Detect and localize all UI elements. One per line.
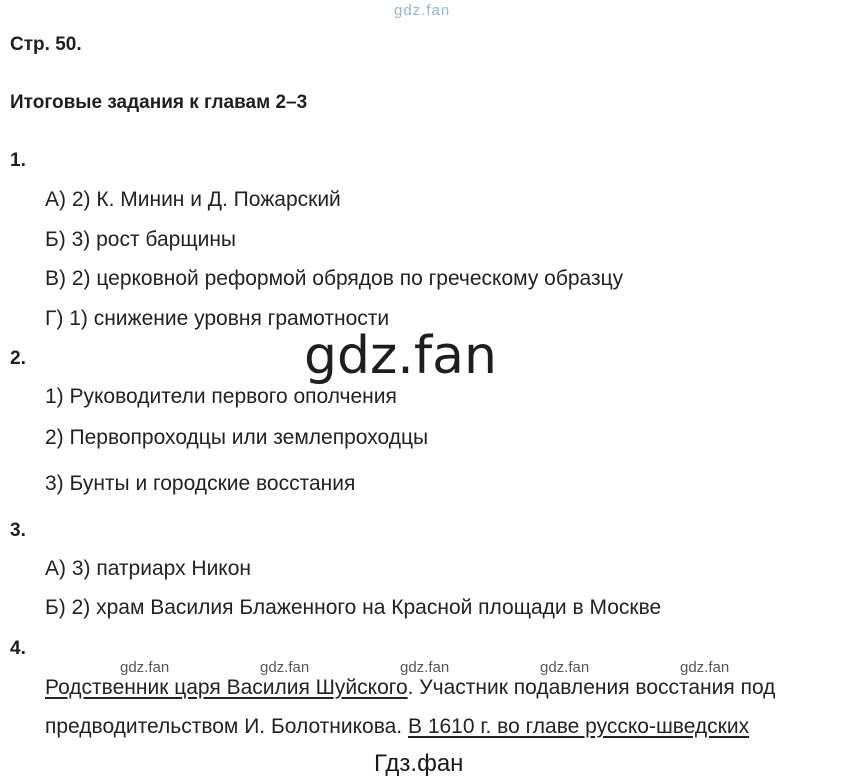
watermark-row-1: gdz.fan [120, 659, 170, 676]
task-4-label: 4. [10, 638, 26, 659]
task-1-label: 1. [10, 150, 26, 171]
task-2-label: 2. [10, 348, 26, 369]
task-4-text-2: предводительством И. Болотникова. [45, 715, 408, 738]
watermark-bottom: Гдз.фан [374, 750, 464, 777]
watermark-row-3: gdz.fan [400, 659, 450, 676]
watermark-row-2: gdz.fan [260, 659, 310, 676]
watermark-center: gdz.fan [304, 326, 497, 386]
task-1-answer-a: А) 2) К. Минин и Д. Пожарский [45, 188, 341, 211]
task-3-answer-a: А) 3) патриарх Никон [45, 557, 252, 580]
task-2-answer-1: 1) Руководители первого ополчения [45, 385, 397, 408]
task-3-label: 3. [10, 520, 26, 541]
watermark-top: gdz.fan [394, 2, 451, 19]
task-2-answer-2: 2) Первопроходцы или землепроходцы [45, 426, 429, 449]
watermark-row-4: gdz.fan [540, 659, 590, 676]
task-1-answer-v: В) 2) церковной реформой обрядов по греческому образцу [45, 267, 624, 290]
section-title: Итоговые задания к главам 2–3 [10, 92, 308, 113]
watermark-row-5: gdz.fan [680, 659, 730, 676]
task-1-answer-g: Г) 1) снижение уровня грамотности [45, 307, 390, 330]
task-4-underlined-phrase-2: В 1610 г. во главе русско-шведских [407, 715, 750, 738]
page-number: Стр. 50. [10, 34, 82, 55]
task-1-answer-b: Б) 3) рост барщины [45, 228, 237, 251]
task-4-paragraph-line-1 [45, 676, 775, 700]
task-3-answer-b: Б) 2) храм Василия Блаженного на Красной площади в Москве [45, 596, 662, 619]
task-4-paragraph-line-2 [45, 715, 749, 739]
task-4-text-1: . Участник подавления восстания под [407, 676, 776, 699]
task-4-underlined-phrase-1: Родственник царя Василия Шуйского [45, 676, 408, 699]
task-2-answer-3: 3) Бунты и городские восстания [45, 472, 356, 495]
